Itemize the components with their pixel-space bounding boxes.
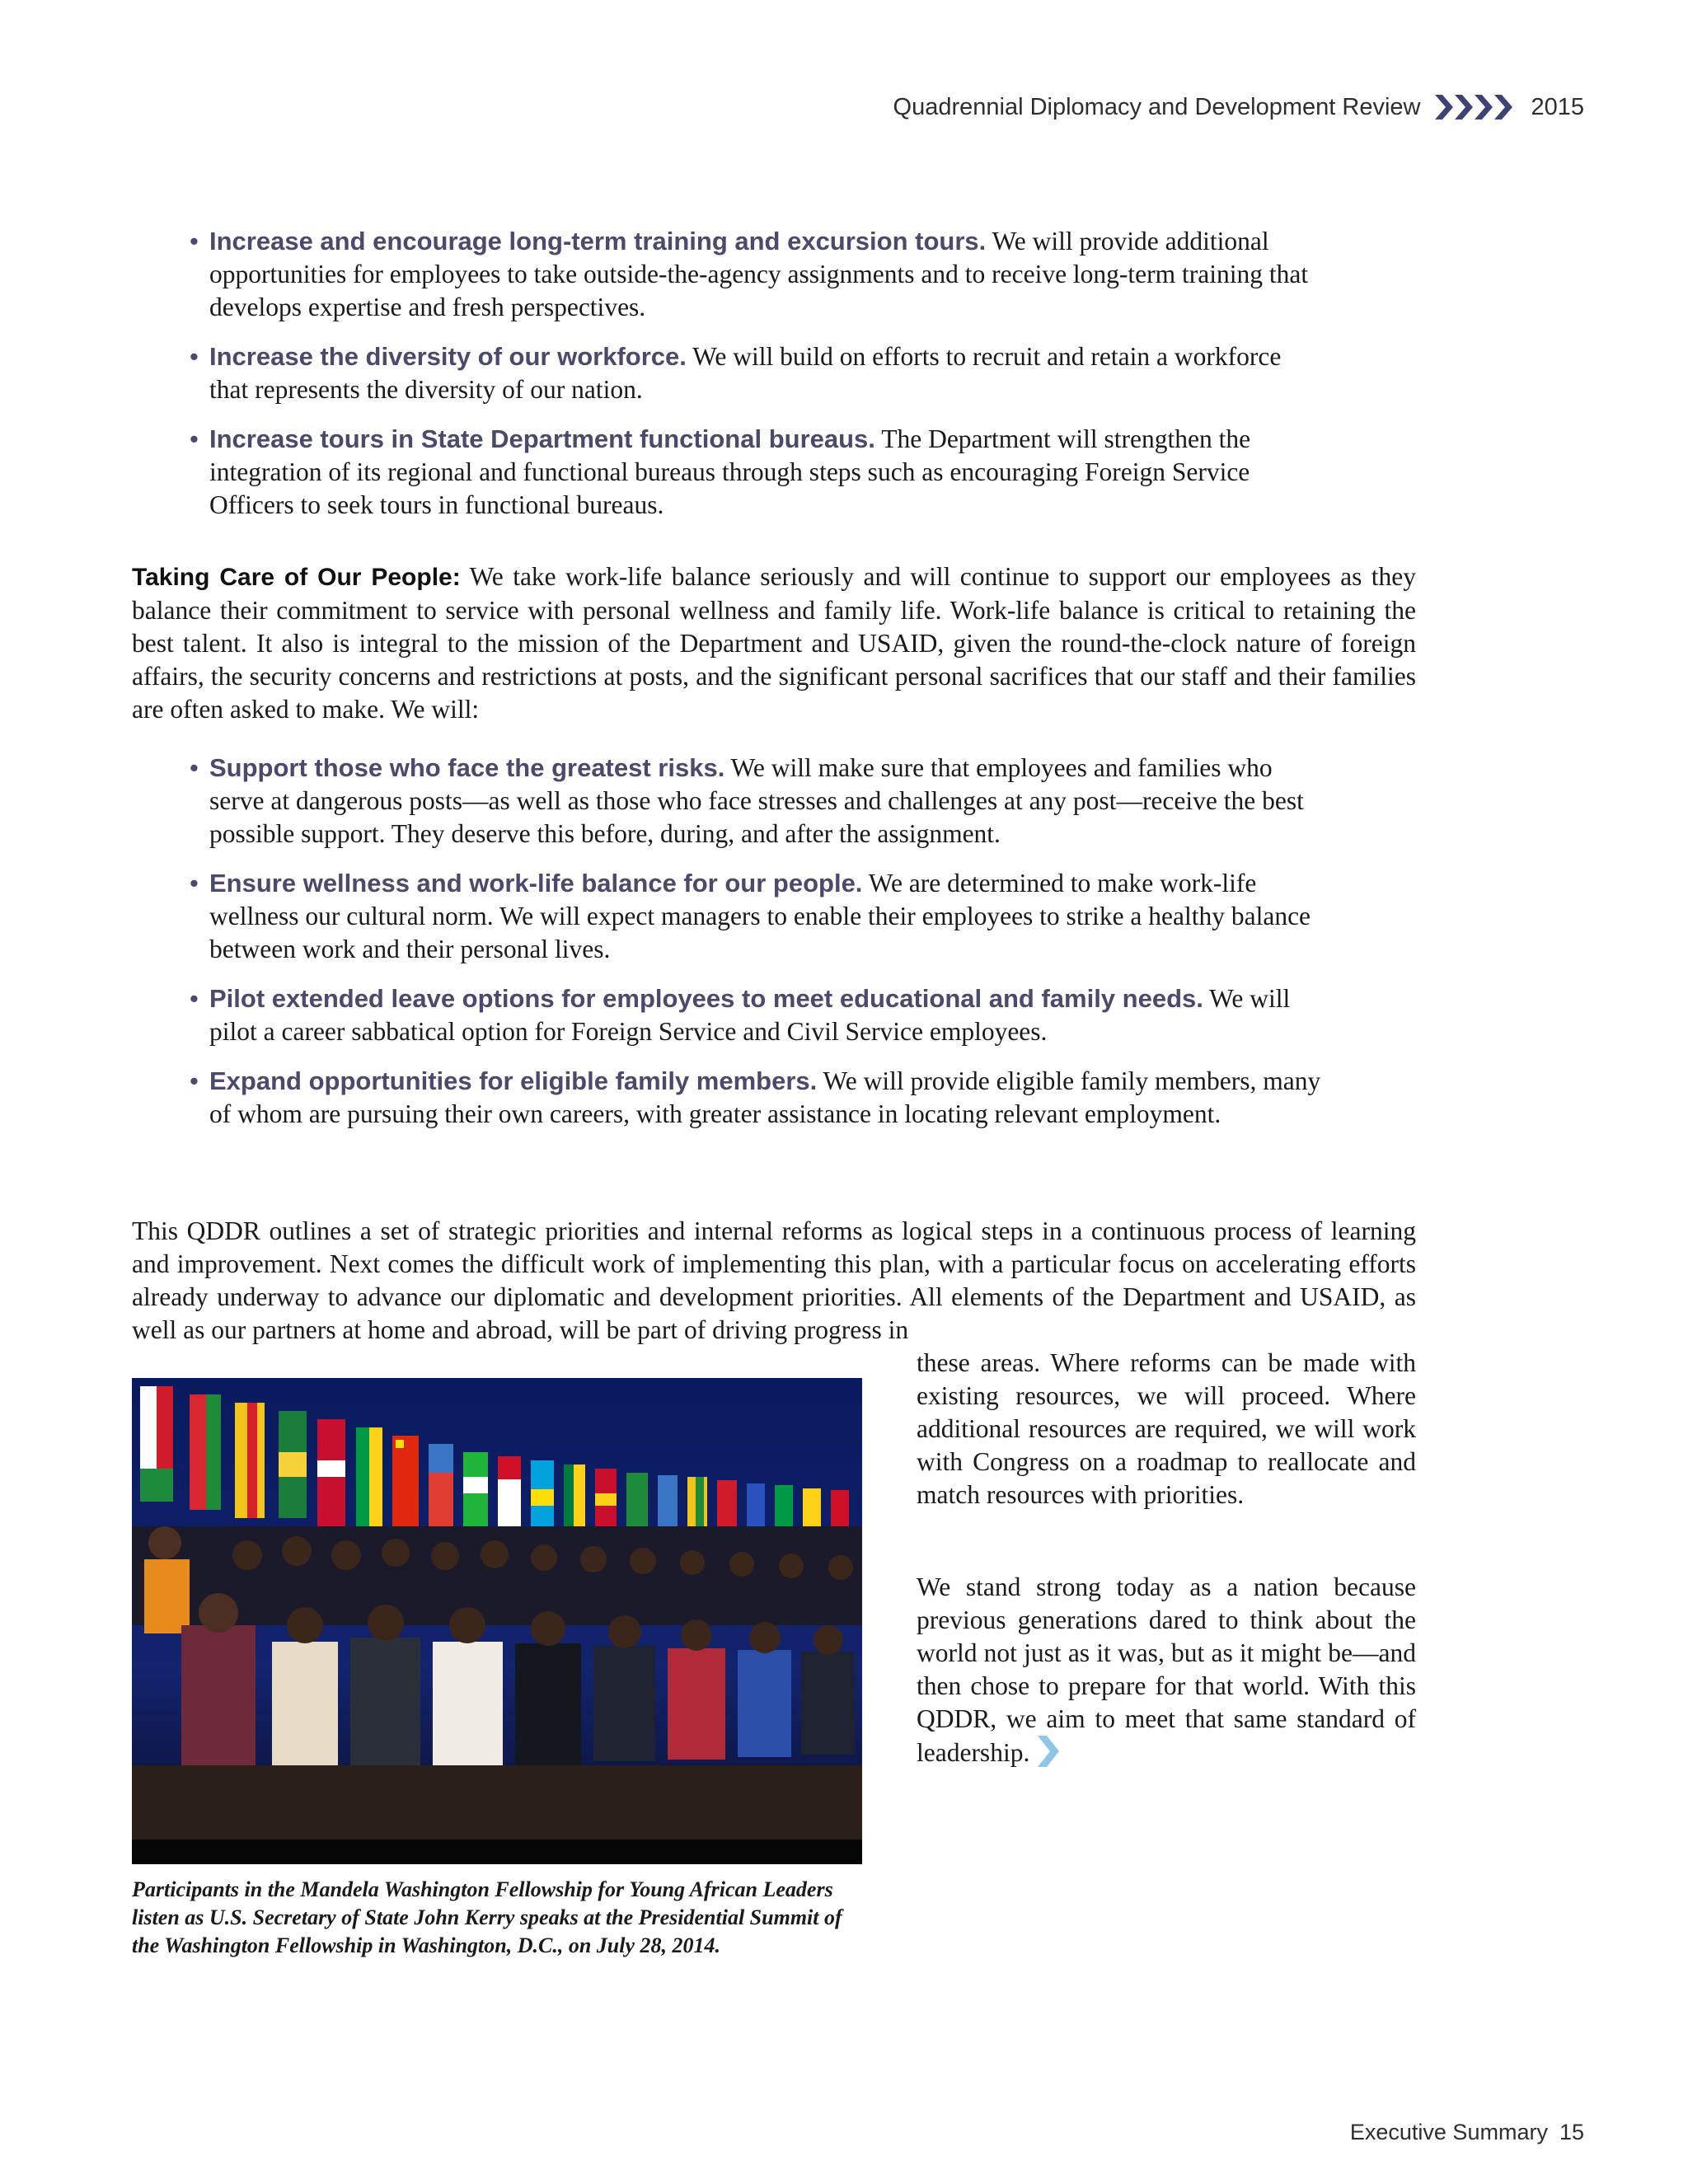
list-item: • Pilot extended leave options for employees to meet educational and family needs. We will pilot a career sabbatical option for Foreign Service and Civil Service employees.	[190, 984, 1291, 1046]
page-footer	[1350, 2120, 1584, 2145]
people-paragraph: Taking Care of Our People: We take work-life balance seriously and will continue to support our employees as they balance their commitment to service with personal wellness and family life. Work-life balance is critical to retaining the best talent. It also is integral to the mission of the Department and USAID, given the round-the-clock nature of foreign affairs, the security concerns and restrictions at posts, and the significant personal sacrifices that our staff and their families are often asked to make. We will:	[132, 562, 1416, 724]
reforms-paragraph: these areas. Where reforms can be made with existing resources, we will proceed. Where additional resources are required, we will work with Congress on a roadmap to reallocate and match resources with priorities.	[917, 1348, 1416, 1509]
page-number: 15	[1559, 2120, 1584, 2144]
wellness-bullet-list	[188, 752, 1325, 1131]
bullet-icon: •	[190, 984, 199, 1013]
list-item: • Support those who face the greatest risks. We will make sure that employees and families who serve at dangerous posts—as well as those who face stresses and challenges at any post—receive the best possible support. They deserve this before, during, and after the assignment.	[190, 753, 1304, 848]
leadership-paragraph: We stand strong today as a nation because previous generations dared to think about the world not just as it was, but as it might be—and then chose to prepare for that world. With this QDDR, we aim to meet that same standard of leadership.	[917, 1571, 1416, 1775]
closing-paragraph: This QDDR outlines a set of strategic priorities and internal reforms as logical steps in a continuous process of learning and improvement. Next comes the difficult work of implementing this plan, with a particular focus on accelerating efforts already underway to advance our diplomatic and development priorities. All elements of the Department and USAID, as well as our partners at home and abroad, will be part of driving progress in	[132, 1216, 1416, 1344]
header-title: Quadrennial Diplomacy and Development Review	[893, 93, 1421, 120]
end-chevron-icon	[1038, 1736, 1059, 1775]
list-item: • Expand opportunities for eligible family members. We will provide eligible family members, many of whom are pursuing their own careers, with greater assistance in locating relevant employment.	[190, 1066, 1321, 1128]
bullet-icon: •	[190, 424, 199, 453]
bullet-icon: •	[190, 227, 199, 255]
running-header	[893, 87, 1584, 127]
list-item: • Increase and encourage long-term training and excursion tours. We will provide additional opportunities for employees to take outside-the-agency assignments and to receive long-term training that develops expertise and fresh perspectives.	[190, 227, 1309, 321]
bullet-icon: •	[190, 1066, 199, 1095]
bullet-icon: •	[190, 753, 199, 782]
photo-caption: Participants in the Mandela Washington Fellowship for Young African Leaders listen as U.S. Secretary of State John Kerry speaks at the Presidential Summit of the Washington Fellowship in Washington, D.C., on July 28, 2014.	[132, 1877, 842, 1957]
header-year: 2015	[1531, 93, 1584, 120]
list-item: • Increase tours in State Department functional bureaus. The Department will strengthen the integration of its regional and functional bureaus through steps such as encouraging Foreign Service Officers to seek tours in functional bureaus.	[190, 424, 1251, 519]
chevron-arrows-icon	[1435, 95, 1512, 120]
bullet-icon: •	[190, 342, 199, 371]
list-item: • Ensure wellness and work-life balance for our people. We are determined to make work-life wellness our cultural norm. We will expect managers to enable their employees to strike a healthy balance between work and their personal lives.	[190, 869, 1311, 963]
list-item: • Increase the diversity of our workforce. We will build on efforts to recruit and retain a workforce that represents the diversity of our nation.	[190, 342, 1282, 404]
bullet-icon: •	[190, 869, 199, 898]
fellowship-photo	[132, 1378, 862, 1864]
footer-section: Executive Summary	[1349, 2120, 1548, 2144]
people-heading: Taking Care of Our People:	[132, 564, 461, 591]
training-bullet-list	[188, 225, 1325, 522]
